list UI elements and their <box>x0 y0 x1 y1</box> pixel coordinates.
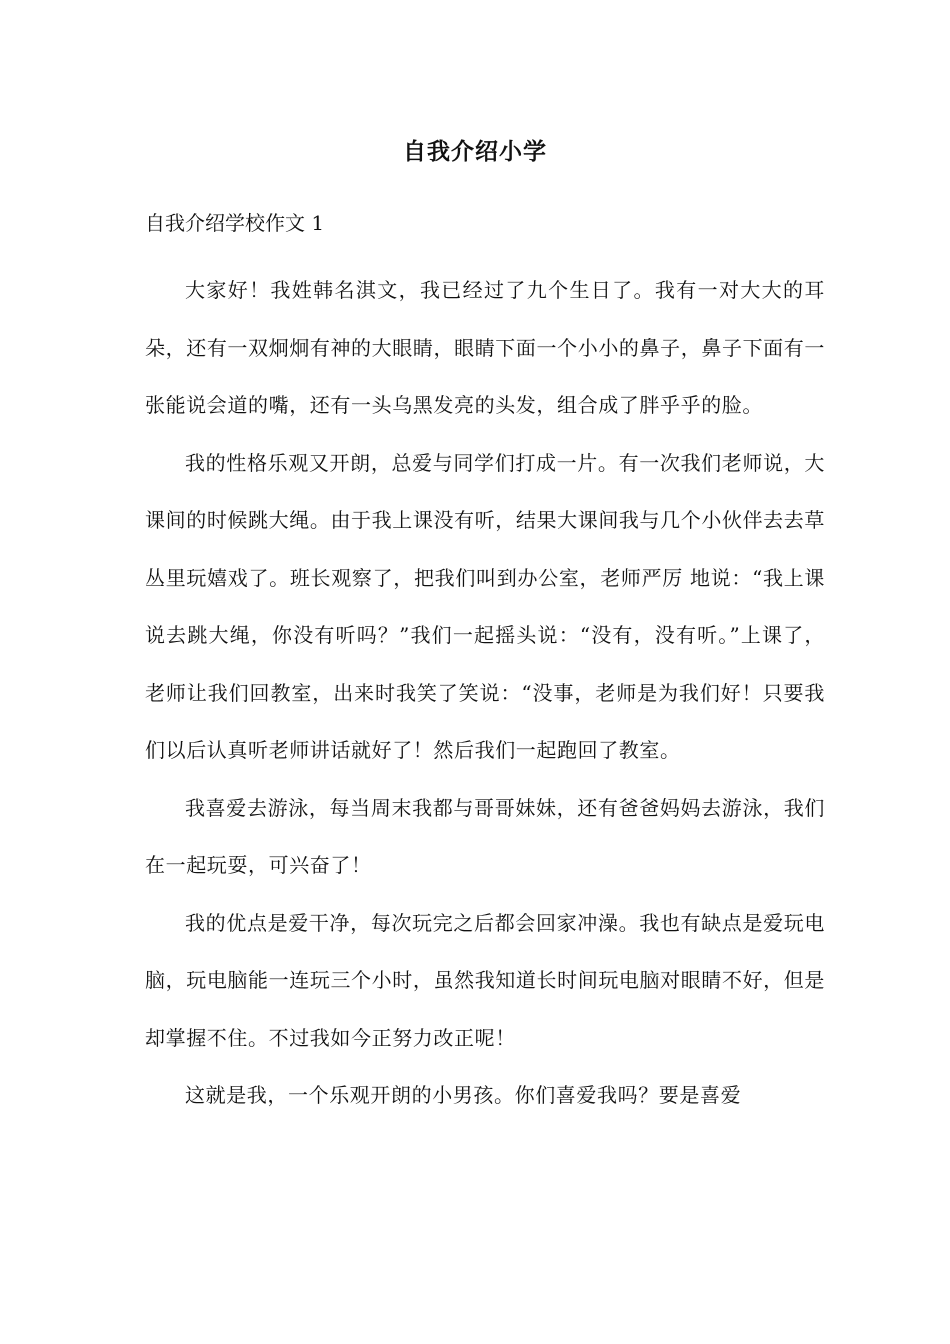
paragraph-strengths-weaknesses: 我的优点是爱干净，每次玩完之后都会回家冲澡。我也有缺点是爱玩电脑，玩电脑能一连玩三个小时，虽然我知道长时间玩电脑对眼睛不好，但是却掌握不住。不过我如今正努力改正呢！ <box>145 910 825 1050</box>
paragraph-swimming: 我喜爱去游泳，每当周末我都与哥哥妹妹，还有爸爸妈妈去游泳，我们在一起玩耍，可兴奋了！ <box>145 795 825 877</box>
document-title: 自我介绍小学 <box>403 138 547 165</box>
paragraph-personality: 我的性格乐观又开朗，总爱与同学们打成一片。有一次我们老师说，大课间的时候跳大绳。由于我上课没有听，结果大课间我与几个小伙伴去去草丛里玩嬉戏了。班长观察了，把我们叫到办公室，老师严厉 地说：“我上课说去跳大绳，你没有听吗？”我们一起摇头说：“没有，没有听。”上课了，老师让我们回教室，出来时我笑了笑说：“没事，老师是为我们好！只要我们以后认真听老师讲话就好了！然后我们一起跑回了教室。 <box>145 450 825 762</box>
document-body <box>145 205 825 1125</box>
paragraph-intro: 大家好！我姓韩名淇文，我已经过了九个生日了。我有一对大大的耳朵，还有一双炯炯有神的大眼睛，眼睛下面一个小小的鼻子，鼻子下面有一张能说会道的嘴，还有一头乌黑发亮的头发，组合成了胖乎乎的脸。 <box>145 278 825 417</box>
paragraph-conclusion: 这就是我，一个乐观开朗的小男孩。你们喜爱我吗？要是喜爱 <box>185 1083 742 1107</box>
section-heading: 自我介绍学校作文 1 <box>145 211 325 235</box>
